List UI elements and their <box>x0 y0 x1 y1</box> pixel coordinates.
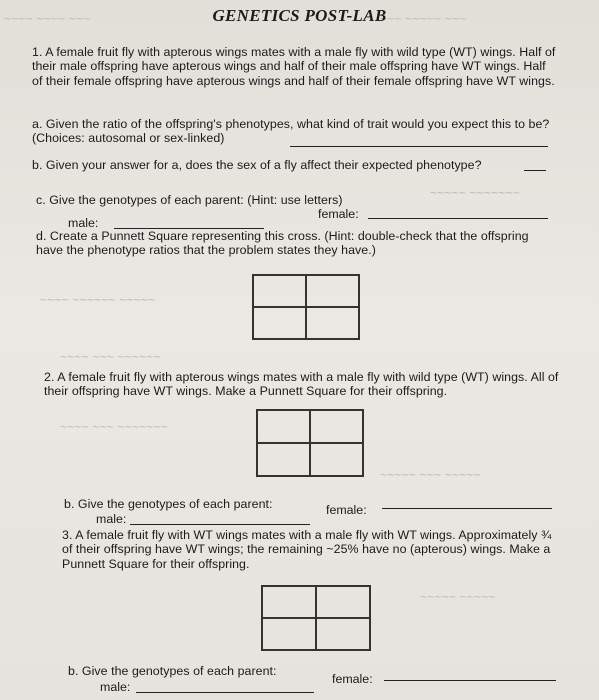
male-label-2b: male: <box>96 512 127 526</box>
male-label-3b: male: <box>100 680 131 694</box>
punnett-cell[interactable] <box>257 443 310 476</box>
bleed-through-text: ~~~~ ~~~ ~~~~~~ <box>60 350 161 364</box>
question-2b: b. Give the genotypes of each parent: <box>64 497 273 511</box>
punnett-cell[interactable] <box>310 410 363 443</box>
punnett-cell[interactable] <box>253 307 306 339</box>
punnett-cell[interactable] <box>306 307 359 339</box>
punnett-cell[interactable] <box>257 410 310 443</box>
question-1a: a. Given the ratio of the offspring's phenotypes, what kind of trait would you expect this to be? (Choices: autosomal or sex-linked) <box>32 117 550 146</box>
bleed-through-text: ~~~ ~~~~~ ~~~ <box>380 12 467 26</box>
answer-line-1b[interactable] <box>524 170 546 171</box>
punnett-cell[interactable] <box>316 618 370 650</box>
question-1c: c. Give the genotypes of each parent: (Hint: use letters) <box>36 193 343 207</box>
male-label-1c: male: <box>68 216 99 230</box>
bleed-through-text: ~~~~~ ~~~~~ <box>420 590 496 604</box>
male-answer-line-3b[interactable] <box>136 692 314 693</box>
bleed-through-text: ~~~~~ ~~~~~~~ <box>430 186 521 200</box>
punnett-cell[interactable] <box>306 275 359 307</box>
bleed-through-text: ~~~~ ~~~ ~~~~~~~ <box>60 420 168 434</box>
punnett-cell[interactable] <box>310 443 363 476</box>
question-1b: b. Given your answer for a, does the sex of a fly affect their expected phenotype? <box>32 158 482 172</box>
punnett-square-1[interactable] <box>252 274 360 340</box>
bleed-through-text: ~~~~ ~~~~~~ ~~~~~ <box>40 293 156 307</box>
male-answer-line-2b[interactable] <box>130 524 310 525</box>
page-title: GENETICS POST-LAB <box>212 6 387 25</box>
bleed-through-text: ~~~~~ ~~~ ~~~~~ <box>380 468 481 482</box>
bleed-through-text: ~~~~ ~~~~ ~~~ <box>4 12 91 26</box>
female-label-3b: female: <box>332 672 373 686</box>
question-3-stem: 3. A female fruit fly with WT wings mates with a male fly with WT wings. Approximately ¾ of their offspring have WT wings; the remaining ~25% have no (apterous) wings. Make a Punnett Square for their offspring. <box>62 528 552 571</box>
punnett-cell[interactable] <box>262 586 316 618</box>
answer-line-1a[interactable] <box>290 146 548 147</box>
punnett-cell[interactable] <box>262 618 316 650</box>
female-label-2b: female: <box>326 503 367 517</box>
punnett-cell[interactable] <box>253 275 306 307</box>
question-3b: b. Give the genotypes of each parent: <box>68 664 277 678</box>
female-answer-line-3b[interactable] <box>384 680 556 681</box>
punnett-cell[interactable] <box>316 586 370 618</box>
female-answer-line-2b[interactable] <box>382 508 552 509</box>
punnett-square-2[interactable] <box>256 409 364 477</box>
question-1-stem: 1. A female fruit fly with apterous wings mates with a male fly with wild type (WT) wings. Half of their male offspring have apterous wings and half of their male offspring have WT wings. Half of their female offspring have apterous wings and half of their female offspring have WT wings. <box>32 45 556 88</box>
female-answer-line-1c[interactable] <box>368 218 548 219</box>
question-1d: d. Create a Punnett Square representing this cross. (Hint: double-check that the offspring have the phenotype ratios that the problem states they have.) <box>36 229 529 258</box>
question-2-stem: 2. A female fruit fly with apterous wings mates with a male fly with wild type (WT) wings. All of their offspring have WT wings. Make a Punnett Square for their offspring. <box>44 370 559 399</box>
punnett-square-3[interactable] <box>261 585 371 651</box>
female-label-1c: female: <box>318 207 359 221</box>
